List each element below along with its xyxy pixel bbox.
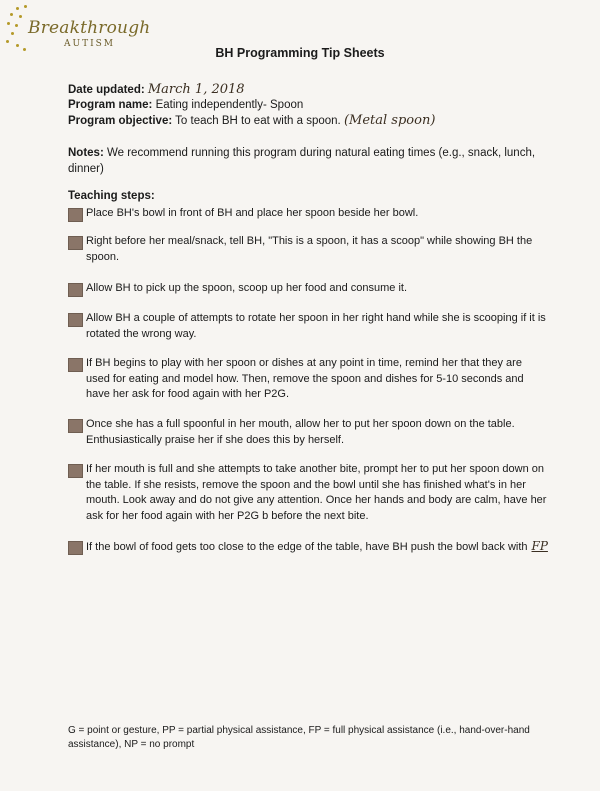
teaching-step (68, 417, 548, 448)
program-objective-value: To teach BH to eat with a spoon. (175, 115, 341, 127)
step-handwritten-fp: FP (531, 539, 548, 553)
notes-label: Notes: (68, 147, 104, 159)
date-label: Date updated: (68, 84, 145, 96)
notes-paragraph (68, 145, 538, 177)
step-text: Place BH's bowl in front of BH and place her spoon beside her bowl. (86, 207, 419, 219)
program-name-label: Program name: (68, 99, 153, 111)
teaching-step (68, 281, 548, 297)
program-meta (68, 82, 435, 129)
page-title: BH Programming Tip Sheets (215, 46, 385, 60)
teaching-step (68, 206, 548, 222)
step-text: If the bowl of food gets too close to the edge of the table, have BH push the bowl back with (86, 541, 528, 553)
teaching-step (68, 311, 548, 342)
teaching-step (68, 539, 548, 556)
step-text: Allow BH a couple of attempts to rotate her spoon in her right hand while she is scooping if it is rotated the wrong way. (86, 312, 546, 340)
step-checkbox-icon (68, 236, 83, 250)
teaching-step (68, 234, 548, 265)
logo-subtitle: AUTISM (64, 39, 116, 49)
teaching-steps-heading: Teaching steps: (68, 190, 155, 202)
step-checkbox-icon (68, 313, 83, 327)
notes-text: We recommend running this program during natural eating times (e.g., snack, lunch, dinner) (68, 147, 536, 175)
step-checkbox-icon (68, 464, 83, 478)
teaching-step (68, 462, 548, 524)
step-text: Allow BH to pick up the spoon, scoop up her food and consume it. (86, 282, 408, 294)
program-name-value: Eating independently- Spoon (155, 99, 304, 111)
objective-handwritten-note: (Metal spoon) (343, 113, 436, 128)
program-objective-label: Program objective: (68, 115, 173, 127)
step-checkbox-icon (68, 283, 83, 297)
step-text: Right before her meal/snack, tell BH, "This is a spoon, it has a scoop" while showing BH the spoon. (86, 235, 533, 263)
step-checkbox-icon (68, 419, 83, 433)
step-text: Once she has a full spoonful in her mouth, allow her to put her spoon down on the table. Enthusiastically praise her if she does this by herself. (86, 418, 515, 446)
date-row (68, 82, 435, 98)
step-checkbox-icon (68, 208, 83, 222)
step-checkbox-icon (68, 358, 83, 372)
step-text: If BH begins to play with her spoon or dishes at any point in time, remind her that they are used for eating and model how. Then, remove the spoon and dishes for 5-10 seconds and have her ask for food again with her P2G. (86, 357, 524, 400)
prompt-legend-footer: G = point or gesture, PP = partial physical assistance, FP = full physical assistance (i.e., hand-over-hand assistance), NP = no prompt (68, 725, 530, 750)
program-name-row (68, 98, 435, 113)
date-value: March 1, 2018 (147, 82, 245, 97)
step-checkbox-icon (68, 541, 83, 555)
program-objective-row (68, 113, 435, 129)
teaching-step (68, 356, 548, 403)
logo-name: Breakthrough (28, 18, 151, 38)
step-text: If her mouth is full and she attempts to take another bite, prompt her to put her spoon down on the table. If she resists, remove the spoon and the bowl until she has finished what's in her mouth. Look away and do not give any attention. Once her hands and body are calm, have her ask for her food again with her P2G b before the next bite. (86, 463, 547, 522)
